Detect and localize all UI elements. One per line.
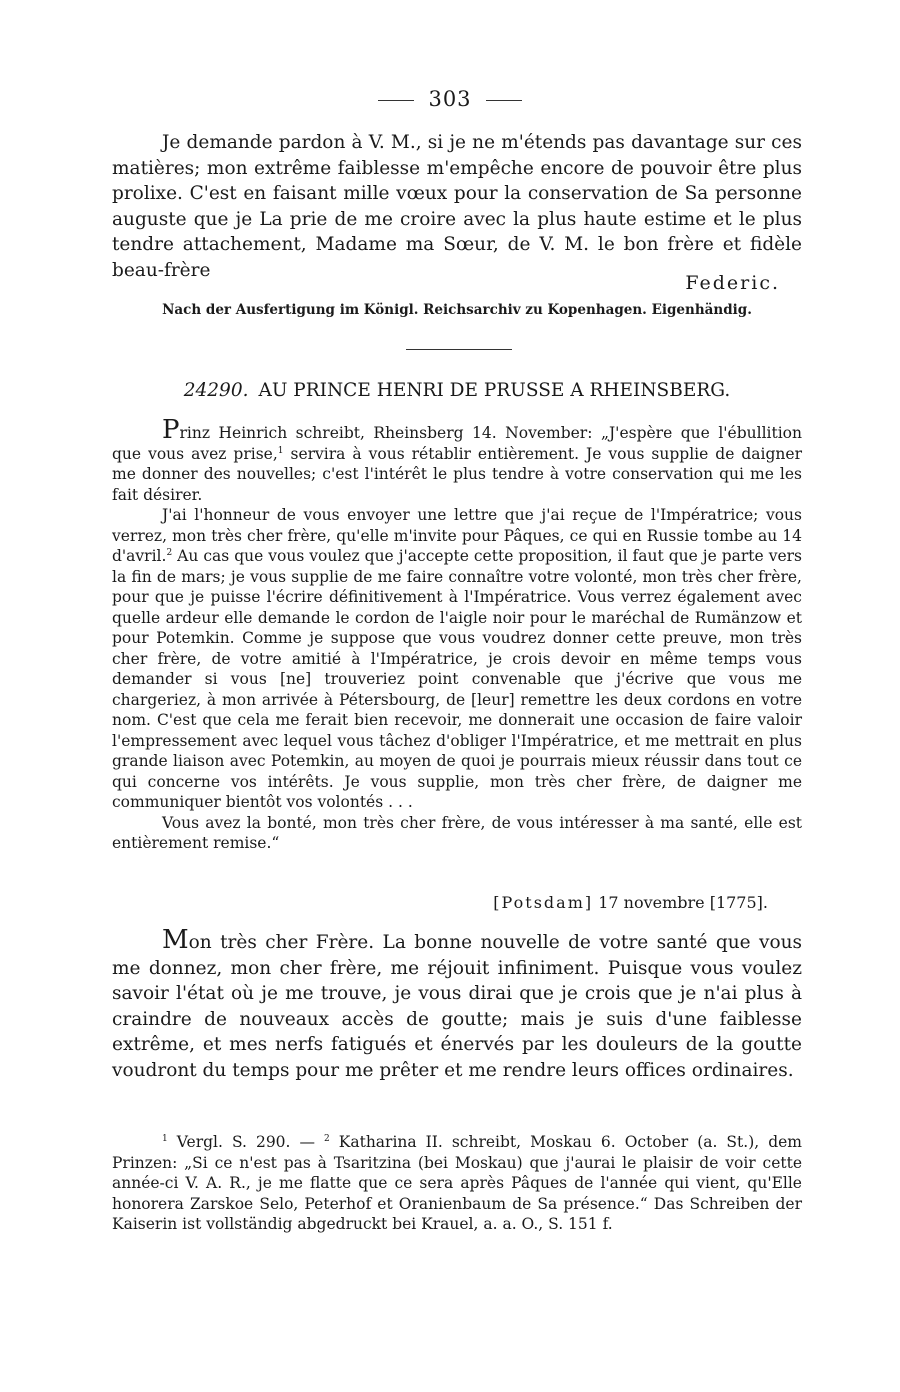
letter-body <box>112 925 802 1083</box>
intro-text-1b: servira à vous rétablir entièrement. Je vous supplie de daigner me donner des nouvelles; c'est l'intérêt le plus tendre à votre conservation qui me les fait désirer. <box>112 444 802 504</box>
footnote-2: Katharina II. schreibt, Moskau 6. October (a. St.), dem Prinzen: „Si ce n'est pas à Tsaritzina (bei Moskau) que j'aurai le plaisir de voir cette année-ci V. A. R., je me flatte que ce sera après Pâques de l'année qui vient, qu'Elle honorera Zarskoe Selo, Peterhof et Oranienbaum de Sa présence.“ Das Schreiben der Kaiserin ist vollständig abgedruckt bei Krauel, a. a. O., S. 151 f. <box>112 1133 802 1233</box>
intro-initial: P <box>162 415 180 445</box>
letter-dateline <box>400 893 768 912</box>
footnote-ref-1: 1 <box>277 445 284 456</box>
footnote-1: Vergl. S. 290. — <box>167 1133 325 1151</box>
page-number: 303 <box>428 87 472 111</box>
previous-letter-ending <box>112 130 802 283</box>
date-text: 17 novembre [1775]. <box>593 893 768 912</box>
intro-text-1a: „J'espère que l'ébullition que vous avez prise, <box>112 424 802 463</box>
letter-paragraph <box>112 925 802 1083</box>
intro-text-2b: Au cas que vous voulez que j'accepte cette proposition, il faut que je parte vers la fin de mars; je vous supplie de me faire connaître votre volonté, mon très cher frère, pour que je puisse l'écrire définitivement à l'Impératrice. Vous verrez également avec quelle ardeur elle demande le cordon de l'aigle noir pour le maréchal de Rumänzow et pour Potemkin. Comme je suppose que vous voudrez donner cette preuve, mon très cher frère, de votre amitié à l'Impératrice, je crois devoir en même temps vous demander si vous [ne] trouveriez point convenable que j'écrive que vous me chargeriez, à mon arrivée à Pétersbourg, de [leur] remettre les deux cordons en votre nom. C'est que cela me ferait bien recevoir, me donnerait une occasion de faire valoir l'empressement avec lequel vous tâchez d'obliger l'Impératrice, et me mettrait en plus grande liaison avec Potemkin, au moyen de quoi je pourrais mieux réussir dans tout ce qui concerne vos intérêts. Je vous supplie, mon très cher frère, de daigner me communiquer bientôt vos volontés . . . <box>112 547 802 811</box>
letter-text: on très cher Frère. La bonne nouvelle de votre santé que vous me donnez, mon cher frère, me réjouit infiniment. Puisque vous voulez savoir l'état où je me trouve, je vous dirai que je crois que je n'ai plus à craindre de nouveaux accès de goutte; mais je suis d'une faiblesse extrême, et mes nerfs fatigués et énervés par les douleurs de la goutte voudront du temps pour me prêter et me rendre leurs offices ordinaires. <box>112 932 802 1081</box>
footnote-ref-2: 2 <box>166 547 173 558</box>
entry-title: AU PRINCE HENRI DE PRUSSE A RHEINSBERG. <box>258 380 731 401</box>
footnote-text <box>112 1132 802 1235</box>
right-dash-rule <box>486 100 522 101</box>
intro-summary <box>112 415 802 854</box>
letter-initial: M <box>162 925 189 955</box>
date-place: [Potsdam] <box>493 893 594 912</box>
intro-paragraph-2 <box>112 505 802 813</box>
footnotes <box>112 1132 802 1235</box>
entry-heading <box>112 380 802 401</box>
footnote-mark-2: 2 <box>324 1133 330 1144</box>
intro-lead: rinz Heinrich schreibt, Rheinsberg 14. November: <box>179 424 601 442</box>
intro-text-2a: J'ai l'honneur de vous envoyer une lettre que j'ai reçue de l'Impératrice; vous verrez, mon très cher frère, qu'elle m'invite pour Pâques, ce qui en Russie tombe au 14 d'avril. <box>112 506 802 565</box>
signature: Federic. <box>685 272 780 294</box>
section-divider <box>406 349 512 350</box>
footnote-mark-1: 1 <box>162 1133 168 1144</box>
previous-letter-text: Je demande pardon à V. M., si je ne m'étends pas davantage sur ces matières; mon extrême faiblesse m'empêche encore de pouvoir être plus prolixe. C'est en faisant mille vœux pour la conservation de Sa personne auguste que je La prie de me croire avec la plus haute estime et le plus tendre attachement, Madame ma Sœur, de V. M. le bon frère et fidèle beau-frère <box>112 132 802 281</box>
intro-paragraph-3: Vous avez la bonté, mon très cher frère, de vous intéresser à ma santé, elle est entièrement remise.“ <box>112 813 802 852</box>
page-number-row <box>0 87 900 111</box>
source-note: Nach der Ausfertigung im Königl. Reichsarchiv zu Kopenhagen. Eigenhändig. <box>162 302 752 318</box>
entry-number: 24290. <box>183 380 249 401</box>
intro-paragraph-1 <box>112 415 802 505</box>
left-dash-rule <box>378 100 414 101</box>
